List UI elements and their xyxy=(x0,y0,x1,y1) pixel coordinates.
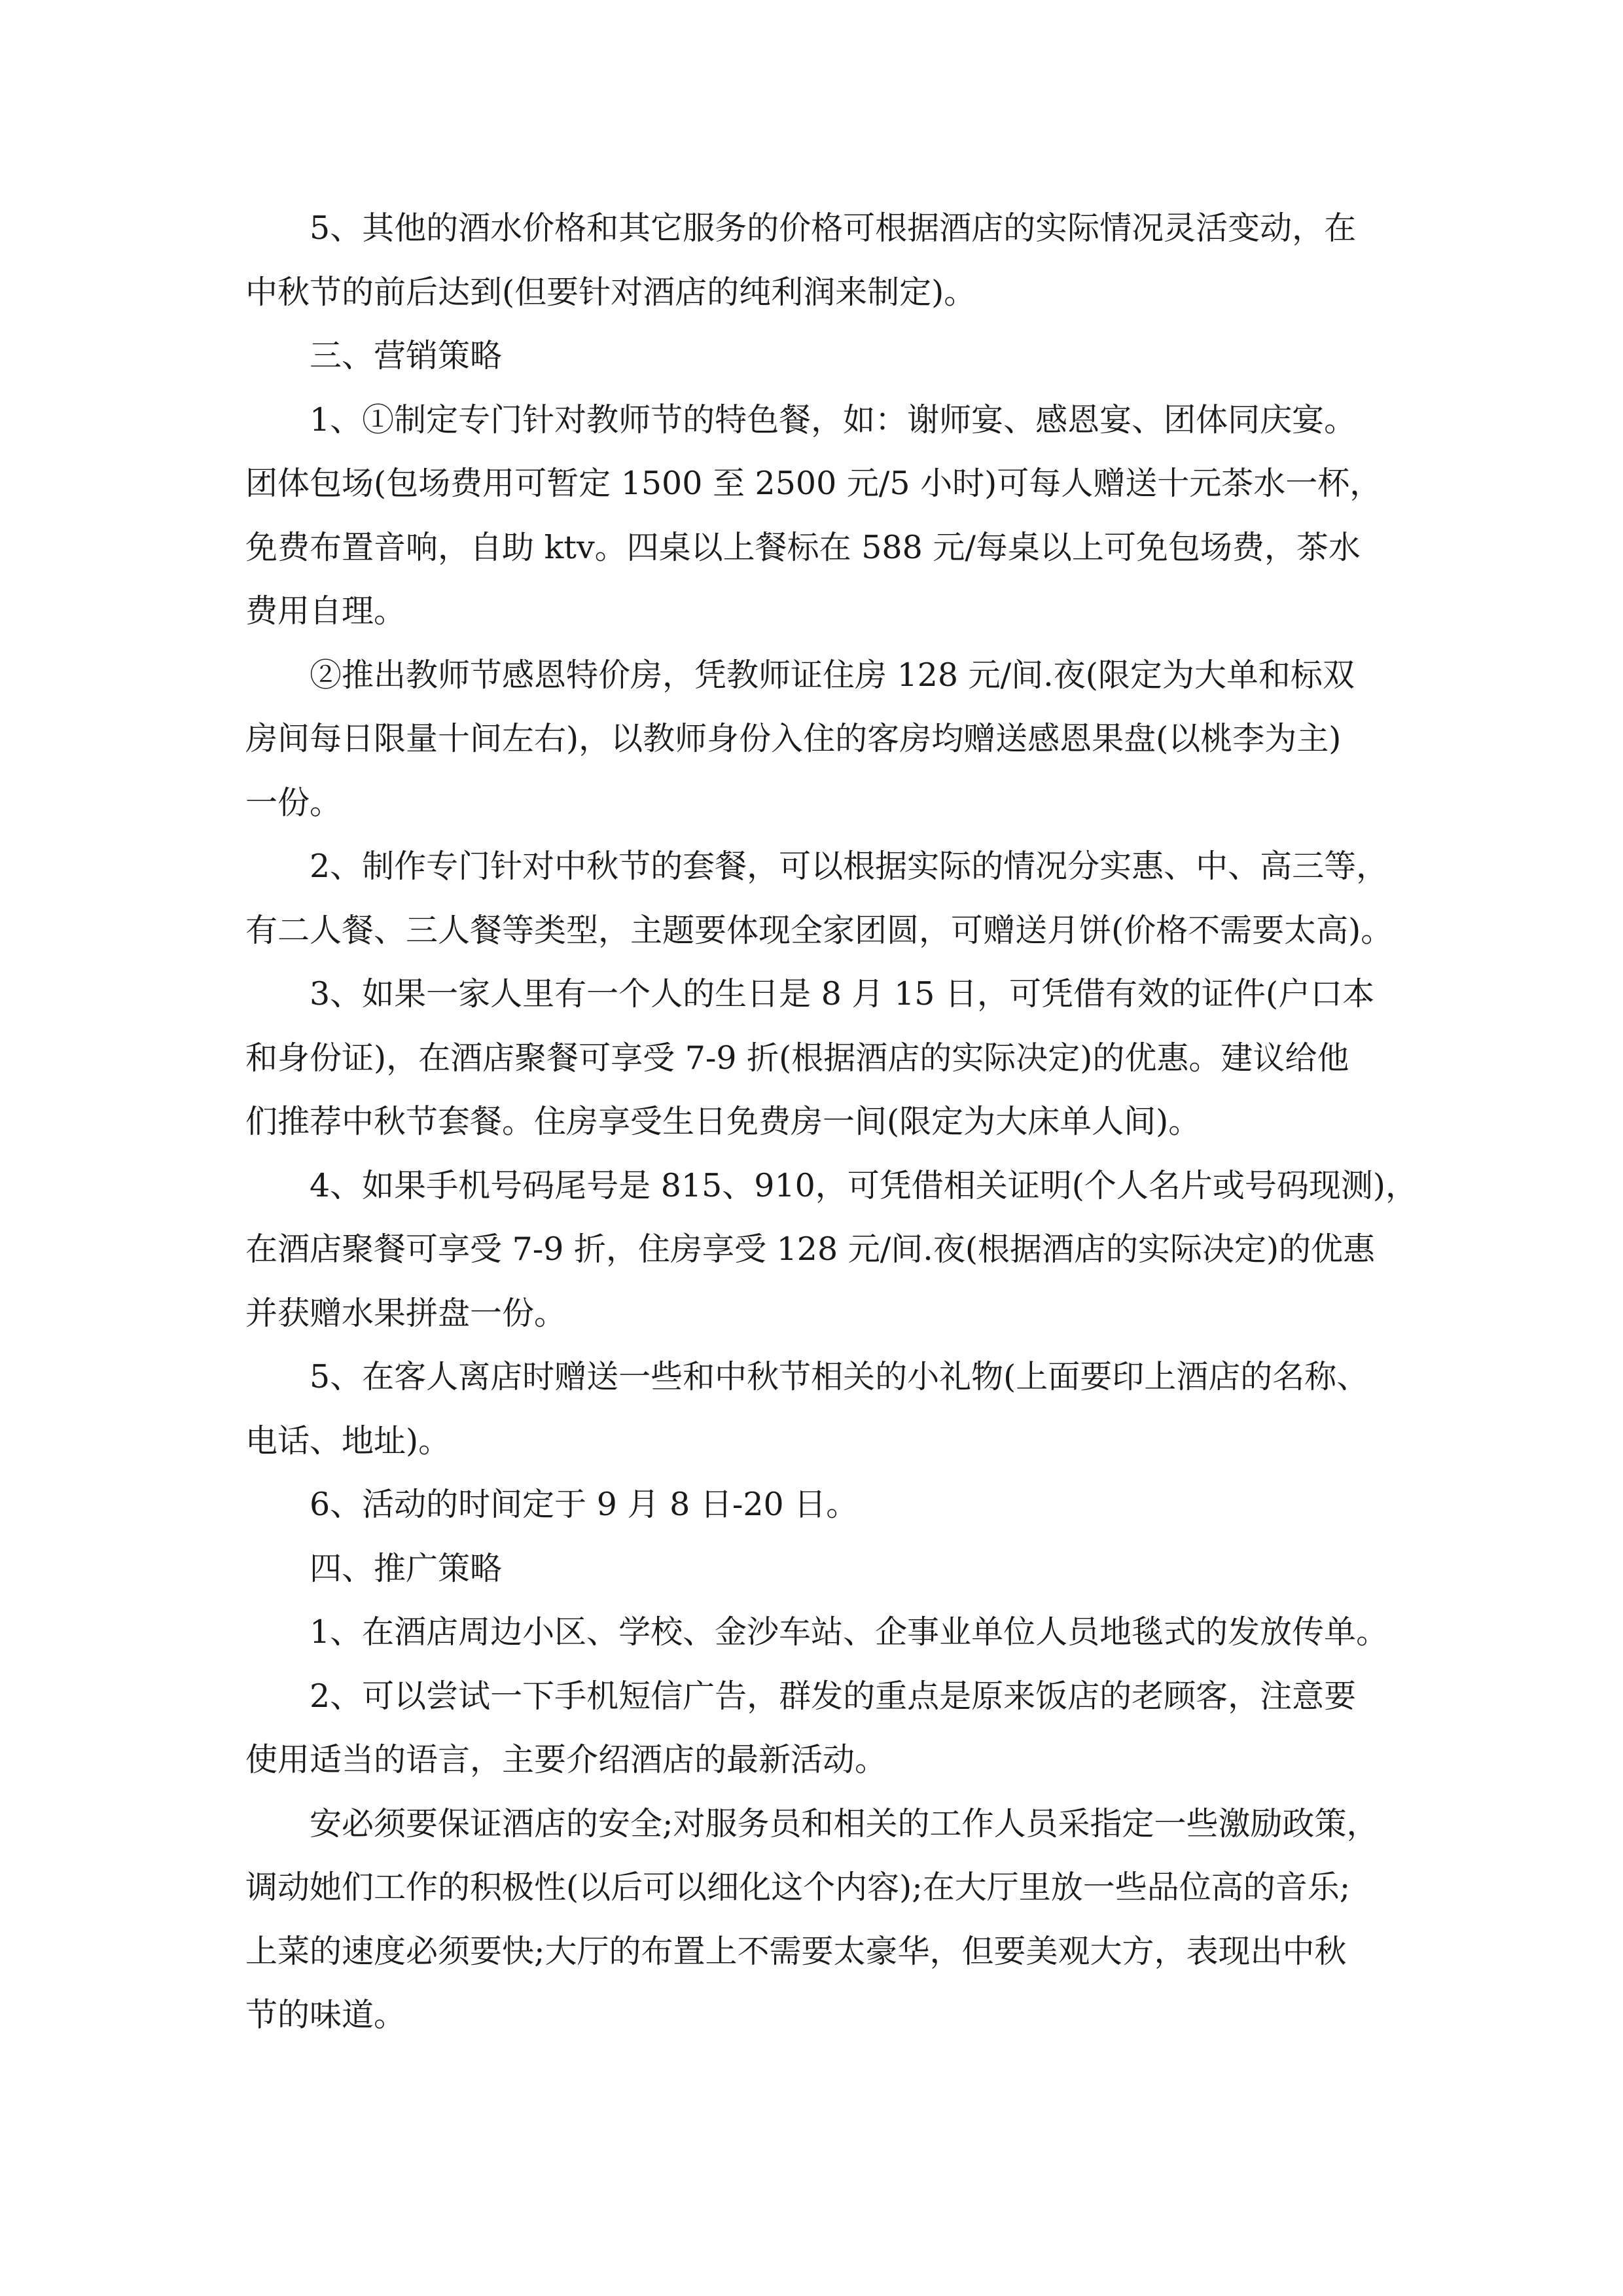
text-line: 有二人餐、三人餐等类型，主题要体现全家团圆，可赠送月饼(价格不需要太高)。 xyxy=(245,911,1393,949)
text-line: 上菜的速度必须要快;大厅的布置上不需要太豪华，但要美观大方，表现出中秋 xyxy=(245,1932,1347,1970)
paragraph-marketing-5 xyxy=(245,1345,1378,1473)
text-line: 和身份证)，在酒店聚餐可享受 7-9 折(根据酒店的实际决定)的优惠。建议给他 xyxy=(245,1039,1349,1077)
text-line: 1、①制定专门针对教师节的特色餐，如：谢师宴、感恩宴、团体同庆宴。 xyxy=(310,401,1357,439)
text-line: 调动她们工作的积极性(以后可以细化这个内容);在大厅里放一些品位高的音乐; xyxy=(245,1869,1351,1906)
paragraph-marketing-3 xyxy=(245,962,1378,1154)
paragraph-promotion-1 xyxy=(245,1600,1389,1664)
text-line: ②推出教师节感恩特价房，凭教师证住房 128 元/间.夜(限定为大单和标双 xyxy=(310,656,1355,694)
paragraph-marketing-6 xyxy=(245,1473,1378,1537)
paragraph-security-and-atmosphere xyxy=(245,1792,1378,2047)
text-line: 团体包场(包场费用可暂定 1500 至 2500 元/5 小时)可每人赠送十元茶水一杯， xyxy=(245,465,1382,502)
text-line: 6、活动的时间定于 9 月 8 日-20 日。 xyxy=(310,1486,859,1523)
paragraph-item-5-pricing xyxy=(245,196,1378,324)
text-line: 电话、地址)。 xyxy=(245,1422,451,1460)
text-line: 使用适当的语言，主要介绍酒店的最新活动。 xyxy=(245,1741,887,1778)
text-line: 在酒店聚餐可享受 7-9 折，住房享受 128 元/间.夜(根据酒店的实际决定)的优惠 xyxy=(245,1230,1376,1268)
paragraph-marketing-2 xyxy=(245,834,1393,962)
text-line: 费用自理。 xyxy=(245,592,406,630)
text-line: 并获赠水果拼盘一份。 xyxy=(245,1294,567,1332)
document-body xyxy=(245,196,1418,2047)
text-line: 3、如果一家人里有一个人的生日是 8 月 15 日，可凭借有效的证件(户口本 xyxy=(310,975,1375,1013)
paragraph-marketing-4 xyxy=(245,1154,1418,1346)
text-line: 2、可以尝试一下手机短信广告，群发的重点是原来饭店的老顾客，注意要 xyxy=(310,1677,1357,1715)
heading-text: 四、推广策略 xyxy=(310,1549,503,1587)
text-line: 们推荐中秋节套餐。住房享受生日免费房一间(限定为大床单人间)。 xyxy=(245,1103,1201,1140)
text-line: 节的味道。 xyxy=(245,1996,406,2034)
text-line: 5、其他的酒水价格和其它服务的价格可根据酒店的实际情况灵活变动，在 xyxy=(310,209,1357,247)
text-line: 免费布置音响，自助 ktv。四桌以上餐标在 588 元/每桌以上可免包场费，茶水 xyxy=(245,528,1361,566)
text-line: 一份。 xyxy=(245,783,342,821)
paragraph-marketing-1a xyxy=(245,388,1382,643)
paragraph-marketing-1b xyxy=(245,643,1378,835)
paragraph-promotion-2 xyxy=(245,1664,1378,1792)
text-line: 1、在酒店周边小区、学校、金沙车站、企事业单位人员地毯式的发放传单。 xyxy=(310,1613,1389,1651)
text-line: 5、在客人离店时赠送一些和中秋节相关的小礼物(上面要印上酒店的名称、 xyxy=(310,1358,1369,1395)
section-heading-marketing-strategy xyxy=(245,324,1378,388)
text-line: 2、制作专门针对中秋节的套餐，可以根据实际的情况分实惠、中、高三等， xyxy=(310,848,1389,885)
text-line: 中秋节的前后达到(但要针对酒店的纯利润来制定)。 xyxy=(245,273,976,311)
section-heading-promotion-strategy xyxy=(245,1537,1378,1601)
text-line: 房间每日限量十间左右)，以教师身份入住的客房均赠送感恩果盘(以桃李为主) xyxy=(245,720,1342,757)
heading-text: 三、营销策略 xyxy=(310,337,503,374)
text-line: 安必须要保证酒店的安全;对服务员和相关的工作人员采指定一些激励政策， xyxy=(310,1804,1379,1842)
text-line: 4、如果手机号码尾号是 815、910，可凭借相关证明(个人名片或号码现测)， xyxy=(310,1166,1418,1204)
